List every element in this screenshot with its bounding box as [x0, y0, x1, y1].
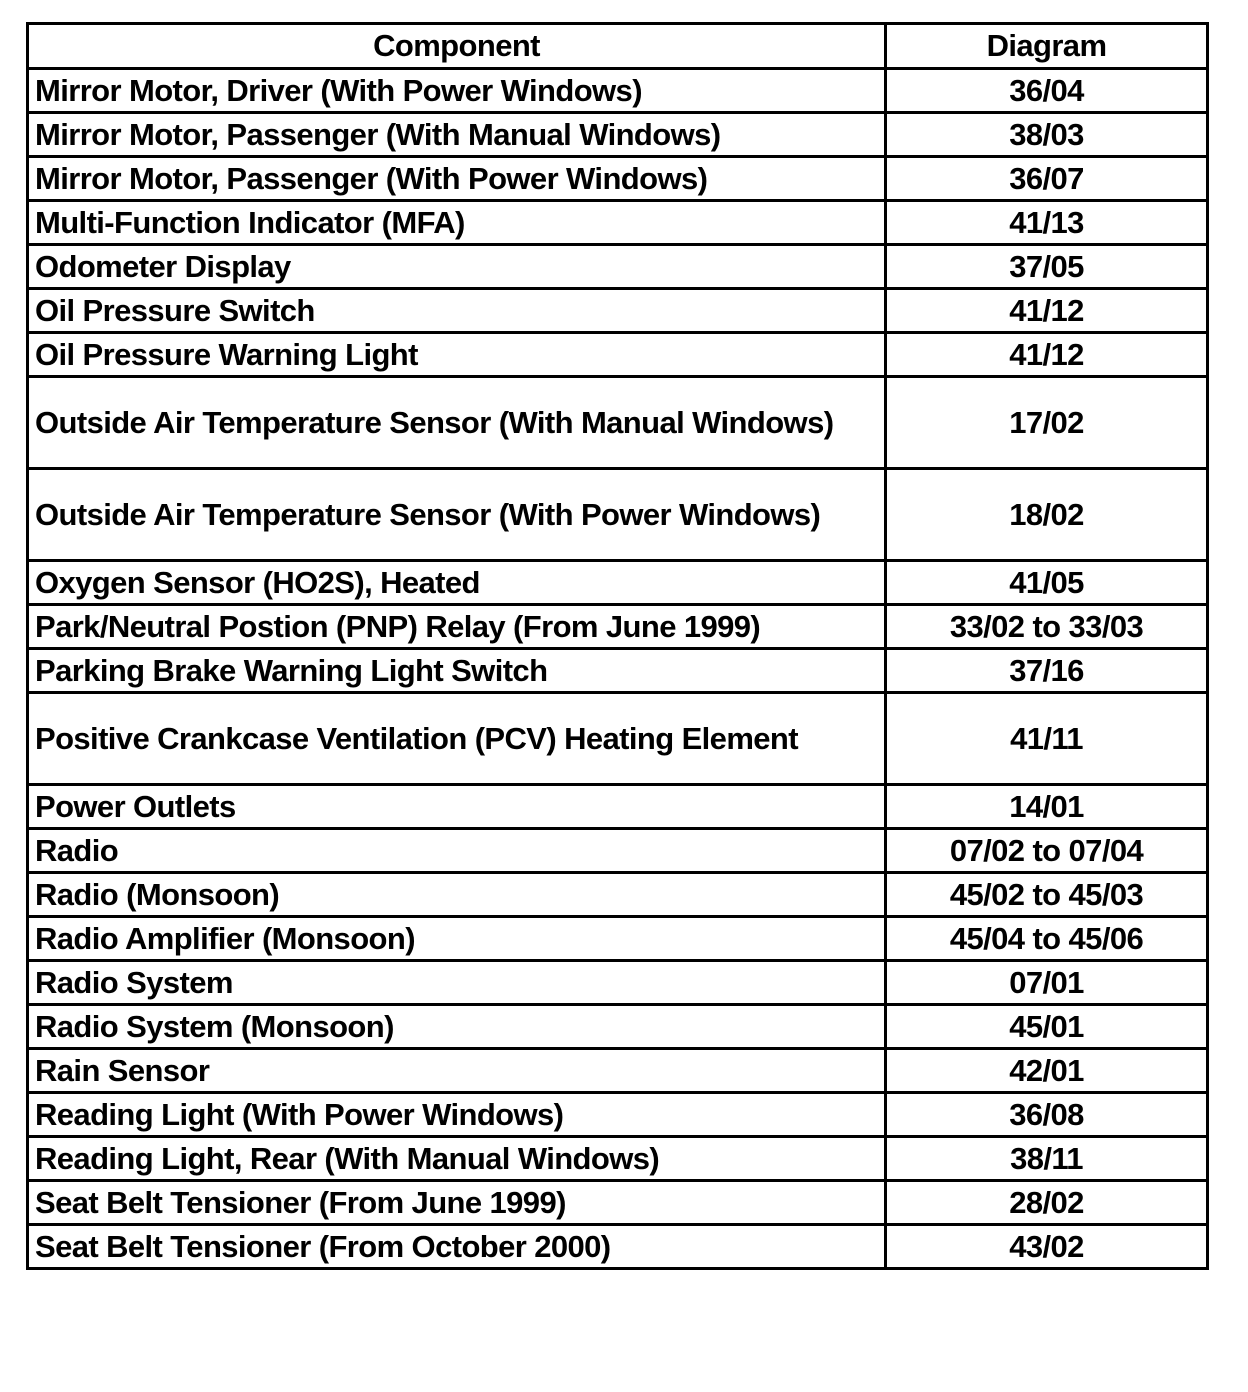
component-cell: Mirror Motor, Passenger (With Manual Windows): [28, 113, 886, 157]
diagram-cell: 41/11: [886, 693, 1208, 785]
diagram-cell: 36/08: [886, 1093, 1208, 1137]
table-row: [28, 377, 1208, 469]
component-cell: Oil Pressure Switch: [28, 289, 886, 333]
component-cell: Radio System: [28, 961, 886, 1005]
diagram-cell: 36/04: [886, 69, 1208, 113]
component-cell: Rain Sensor: [28, 1049, 886, 1093]
table-row: [28, 693, 1208, 785]
component-cell: Park/Neutral Postion (PNP) Relay (From June 1999): [28, 605, 886, 649]
table-row: [28, 829, 1208, 873]
component-cell: Power Outlets: [28, 785, 886, 829]
diagram-cell: 37/16: [886, 649, 1208, 693]
component-cell: Outside Air Temperature Sensor (With Manual Windows): [28, 377, 886, 469]
component-cell: Radio Amplifier (Monsoon): [28, 917, 886, 961]
component-cell: Radio: [28, 829, 886, 873]
table-row: [28, 1049, 1208, 1093]
column-header-diagram: Diagram: [886, 24, 1208, 69]
diagram-cell: 41/05: [886, 561, 1208, 605]
component-cell: Mirror Motor, Passenger (With Power Windows): [28, 157, 886, 201]
diagram-cell: 43/02: [886, 1225, 1208, 1269]
table-row: [28, 649, 1208, 693]
component-cell: Radio System (Monsoon): [28, 1005, 886, 1049]
component-cell: Seat Belt Tensioner (From June 1999): [28, 1181, 886, 1225]
table-row: [28, 1225, 1208, 1269]
table-row: [28, 1093, 1208, 1137]
table-body: [28, 69, 1208, 1269]
component-cell: Reading Light, Rear (With Manual Windows): [28, 1137, 886, 1181]
table-row: [28, 69, 1208, 113]
table-row: [28, 289, 1208, 333]
diagram-cell: 45/02 to 45/03: [886, 873, 1208, 917]
table-row: [28, 157, 1208, 201]
table-row: [28, 113, 1208, 157]
table-row: [28, 201, 1208, 245]
column-header-component: Component: [28, 24, 886, 69]
diagram-cell: 07/02 to 07/04: [886, 829, 1208, 873]
diagram-cell: 45/04 to 45/06: [886, 917, 1208, 961]
table-row: [28, 873, 1208, 917]
component-cell: Parking Brake Warning Light Switch: [28, 649, 886, 693]
table-row: [28, 785, 1208, 829]
component-cell: Radio (Monsoon): [28, 873, 886, 917]
table-row: [28, 961, 1208, 1005]
table-row: [28, 245, 1208, 289]
component-cell: Oil Pressure Warning Light: [28, 333, 886, 377]
component-cell: Positive Crankcase Ventilation (PCV) Heating Element: [28, 693, 886, 785]
diagram-cell: 36/07: [886, 157, 1208, 201]
diagram-cell: 45/01: [886, 1005, 1208, 1049]
component-cell: Odometer Display: [28, 245, 886, 289]
diagram-cell: 41/13: [886, 201, 1208, 245]
diagram-cell: 41/12: [886, 333, 1208, 377]
component-cell: Mirror Motor, Driver (With Power Windows): [28, 69, 886, 113]
diagram-cell: 42/01: [886, 1049, 1208, 1093]
table-row: [28, 917, 1208, 961]
table-header-row: [28, 24, 1208, 69]
diagram-cell: 38/03: [886, 113, 1208, 157]
table-row: [28, 469, 1208, 561]
diagram-cell: 14/01: [886, 785, 1208, 829]
table-row: [28, 1181, 1208, 1225]
diagram-cell: 17/02: [886, 377, 1208, 469]
component-cell: Reading Light (With Power Windows): [28, 1093, 886, 1137]
component-cell: Outside Air Temperature Sensor (With Power Windows): [28, 469, 886, 561]
diagram-cell: 38/11: [886, 1137, 1208, 1181]
diagram-cell: 37/05: [886, 245, 1208, 289]
table-row: [28, 333, 1208, 377]
component-cell: Oxygen Sensor (HO2S), Heated: [28, 561, 886, 605]
component-cell: Seat Belt Tensioner (From October 2000): [28, 1225, 886, 1269]
diagram-cell: 41/12: [886, 289, 1208, 333]
diagram-cell: 28/02: [886, 1181, 1208, 1225]
component-diagram-table: [26, 22, 1209, 1270]
table-row: [28, 1005, 1208, 1049]
table-row: [28, 605, 1208, 649]
table-row: [28, 1137, 1208, 1181]
diagram-cell: 33/02 to 33/03: [886, 605, 1208, 649]
diagram-cell: 07/01: [886, 961, 1208, 1005]
table-row: [28, 561, 1208, 605]
diagram-cell: 18/02: [886, 469, 1208, 561]
component-cell: Multi-Function Indicator (MFA): [28, 201, 886, 245]
